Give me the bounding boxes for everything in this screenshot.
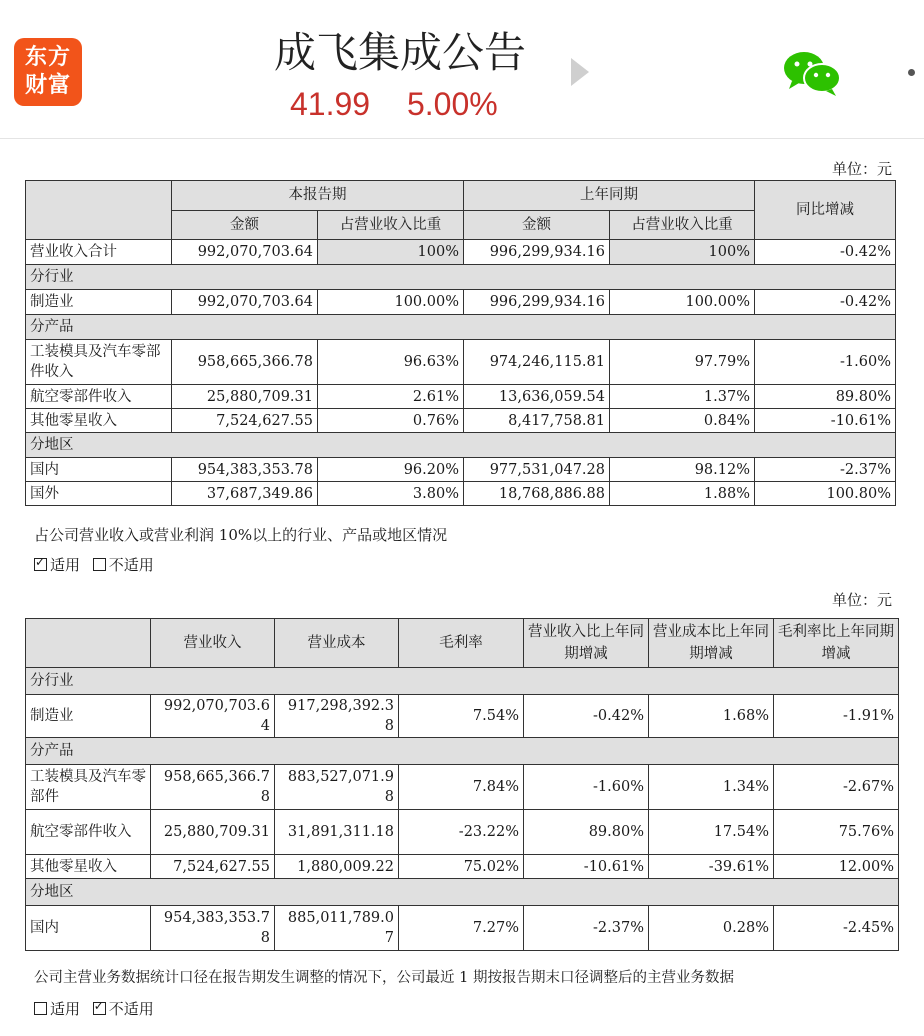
- table-cell: 96.20%: [318, 458, 464, 482]
- unit-label-2: 单位：元: [831, 591, 892, 609]
- table-cell: 100%: [610, 240, 755, 265]
- applicability-checkboxes-2: [34, 998, 154, 1019]
- table-cell: 1,880,009.22: [275, 855, 399, 879]
- section-label: 分地区: [26, 433, 896, 458]
- section-label: 分地区: [26, 879, 899, 906]
- table-cell: -2.67%: [774, 765, 899, 810]
- row-label: 其他零星收入: [26, 855, 151, 879]
- table-section-row: [26, 265, 896, 290]
- table-row: [26, 695, 899, 738]
- table-cell: 31,891,311.18: [275, 810, 399, 855]
- table-cell: 7,524,627.55: [151, 855, 275, 879]
- table2-header: 营业成本比上年同期增减: [649, 619, 774, 668]
- table-cell: 992,070,703.64: [172, 240, 318, 265]
- table2-header-row: [26, 619, 899, 668]
- table-cell: 37,687,349.86: [172, 482, 318, 506]
- table-cell: 958,665,366.78: [151, 765, 275, 810]
- table-cell: 992,070,703.64: [151, 695, 275, 738]
- row-label: 国内: [26, 906, 151, 951]
- table-cell: 75.76%: [774, 810, 899, 855]
- table-row: [26, 855, 899, 879]
- checkbox-label: 不适用: [108, 1000, 154, 1018]
- table-cell: 7.54%: [399, 695, 524, 738]
- table-cell: 917,298,392.38: [275, 695, 399, 738]
- table-cell: 7,524,627.55: [172, 409, 318, 433]
- table1-subheader: 占营业收入比重: [318, 210, 464, 240]
- checkbox-label: 适用: [50, 556, 81, 574]
- row-label: 国外: [26, 482, 172, 506]
- app-logo-line1: 东方: [24, 45, 71, 70]
- table2-header: 毛利率: [399, 619, 524, 668]
- row-label: 工装模具及汽车零部件收入: [26, 340, 172, 385]
- table-cell: 2.61%: [318, 385, 464, 409]
- note-text-2: 公司主营业务数据统计口径在报告期发生调整的情况下，公司最近 1 期按报告期末口径调整后的主营业务数据: [34, 970, 734, 986]
- table-cell: -2.37%: [524, 906, 649, 951]
- table1-subheader: 金额: [464, 210, 610, 240]
- table-cell: 954,383,353.78: [151, 906, 275, 951]
- table-cell: 96.63%: [318, 340, 464, 385]
- table-cell: 1.37%: [610, 385, 755, 409]
- stock-price: 41.99: [290, 86, 371, 122]
- checkbox-not-applicable[interactable]: [93, 558, 106, 571]
- row-label: 航空零部件收入: [26, 810, 151, 855]
- table1-corner: [26, 181, 172, 240]
- app-header: [0, 0, 924, 139]
- table-cell: 885,011,789.07: [275, 906, 399, 951]
- table-section-row: [26, 738, 899, 765]
- table-cell: 18,768,886.88: [464, 482, 610, 506]
- table-cell: 883,527,071.98: [275, 765, 399, 810]
- table-cell: 3.80%: [318, 482, 464, 506]
- applicability-checkboxes-1: [34, 554, 154, 575]
- table1-group-prior: 上年同期: [464, 181, 755, 211]
- checkbox-label: 适用: [50, 1000, 81, 1018]
- checkbox-label: 不适用: [108, 556, 154, 574]
- table-row: [26, 458, 896, 482]
- row-label: 制造业: [26, 290, 172, 315]
- table1-subheader: 占营业收入比重: [610, 210, 755, 240]
- table-cell: 75.02%: [399, 855, 524, 879]
- table-cell: -0.42%: [755, 290, 896, 315]
- table-cell: 0.76%: [318, 409, 464, 433]
- page-title: [0, 20, 800, 80]
- section-label: 分行业: [26, 668, 899, 695]
- unit-label-1: 单位：元: [831, 160, 892, 178]
- table-cell: 0.84%: [610, 409, 755, 433]
- table-cell: -0.42%: [755, 240, 896, 265]
- table-cell: -2.37%: [755, 458, 896, 482]
- table-cell: 12.00%: [774, 855, 899, 879]
- wechat-share-icon[interactable]: [780, 48, 844, 98]
- row-label: 其他零星收入: [26, 409, 172, 433]
- table-cell: 98.12%: [610, 458, 755, 482]
- table-cell: 89.80%: [755, 385, 896, 409]
- table-cell: 100.00%: [318, 290, 464, 315]
- table-row: [26, 409, 896, 433]
- revenue-composition-table: [25, 180, 896, 506]
- page-title-text: 成飞集成公告: [273, 28, 526, 77]
- table-cell: 100.00%: [610, 290, 755, 315]
- table-section-row: [26, 668, 899, 695]
- table-cell: 100.80%: [755, 482, 896, 506]
- table2-header: 营业成本: [275, 619, 399, 668]
- table2-corner: [26, 619, 151, 668]
- table1-subheader: 金额: [172, 210, 318, 240]
- row-label: 工装模具及汽车零部件: [26, 765, 151, 810]
- table-cell: 17.54%: [649, 810, 774, 855]
- table2-header: 营业收入: [151, 619, 275, 668]
- checkbox-applicable[interactable]: [34, 1002, 47, 1015]
- section-label: 分行业: [26, 265, 896, 290]
- table-row: [26, 482, 896, 506]
- more-menu-icon[interactable]: [908, 69, 915, 76]
- table-cell: -10.61%: [755, 409, 896, 433]
- table-row: [26, 340, 896, 385]
- table-section-row: [26, 879, 899, 906]
- table-cell: 100%: [318, 240, 464, 265]
- table-cell: 992,070,703.64: [172, 290, 318, 315]
- row-label: 制造业: [26, 695, 151, 738]
- main-business-table: [25, 618, 899, 951]
- table-cell: -23.22%: [399, 810, 524, 855]
- table-cell: -10.61%: [524, 855, 649, 879]
- table-cell: 996,299,934.16: [464, 240, 610, 265]
- table-cell: -0.42%: [524, 695, 649, 738]
- table-cell: 0.28%: [649, 906, 774, 951]
- checkbox-not-applicable-checked[interactable]: [93, 1002, 106, 1015]
- table-cell: 89.80%: [524, 810, 649, 855]
- play-icon[interactable]: [571, 58, 589, 86]
- checkbox-applicable-checked[interactable]: [34, 558, 47, 571]
- table-cell: 996,299,934.16: [464, 290, 610, 315]
- table-cell: 954,383,353.78: [172, 458, 318, 482]
- note-text-1: 占公司营业收入或营业利润 10%以上的行业、产品或地区情况: [34, 526, 448, 544]
- table-cell: 958,665,366.78: [172, 340, 318, 385]
- table-section-row: [26, 433, 896, 458]
- table2-header: 毛利率比上年同期增减: [774, 619, 899, 668]
- table-cell: 13,636,059.54: [464, 385, 610, 409]
- table-row: [26, 290, 896, 315]
- table-section-row: [26, 315, 896, 340]
- table1-header-row1: [26, 181, 896, 211]
- table-row: [26, 810, 899, 855]
- table2-header: 营业收入比上年同期增减: [524, 619, 649, 668]
- table-row: [26, 765, 899, 810]
- table-row: [26, 906, 899, 951]
- table-cell: -39.61%: [649, 855, 774, 879]
- table-cell: -2.45%: [774, 906, 899, 951]
- table-cell: 974,246,115.81: [464, 340, 610, 385]
- table-cell: -1.60%: [524, 765, 649, 810]
- table-cell: 1.34%: [649, 765, 774, 810]
- table1-group-current: 本报告期: [172, 181, 464, 211]
- table-cell: 25,880,709.31: [172, 385, 318, 409]
- section-label: 分产品: [26, 738, 899, 765]
- table1-group-change: 同比增减: [755, 181, 896, 240]
- table-row: [26, 240, 896, 265]
- app-logo-line2: 财富: [24, 73, 71, 98]
- stock-quote: [290, 86, 498, 123]
- row-label: 航空零部件收入: [26, 385, 172, 409]
- table-cell: -1.60%: [755, 340, 896, 385]
- row-label: 国内: [26, 458, 172, 482]
- row-label: 营业收入合计: [26, 240, 172, 265]
- stock-change: 5.00%: [406, 86, 498, 122]
- table-cell: 1.88%: [610, 482, 755, 506]
- table-cell: 977,531,047.28: [464, 458, 610, 482]
- table-cell: 25,880,709.31: [151, 810, 275, 855]
- table-cell: 8,417,758.81: [464, 409, 610, 433]
- table-cell: 7.27%: [399, 906, 524, 951]
- section-label: 分产品: [26, 315, 896, 340]
- table-cell: 97.79%: [610, 340, 755, 385]
- table-cell: 7.84%: [399, 765, 524, 810]
- table-cell: 1.68%: [649, 695, 774, 738]
- table-row: [26, 385, 896, 409]
- table-cell: -1.91%: [774, 695, 899, 738]
